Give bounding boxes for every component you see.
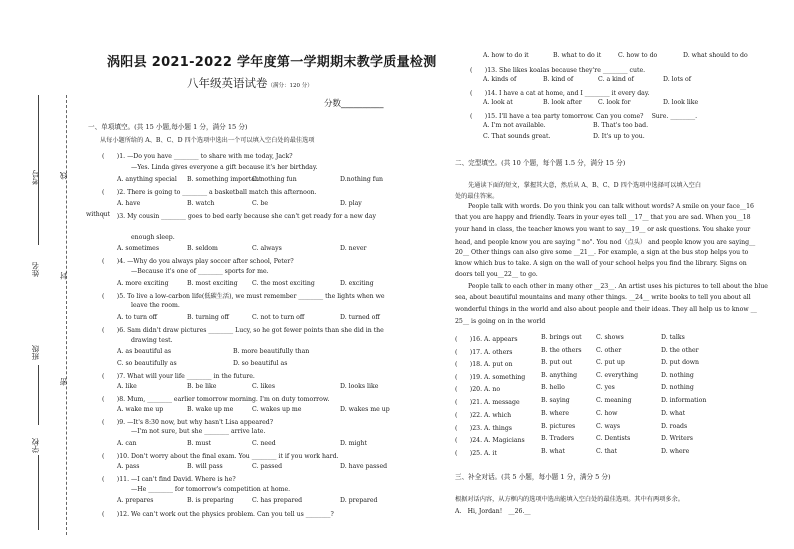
question-text: ( )8. Mum, ________ earlier tomorrow morning. I'm on duty tomorrow. — [102, 396, 330, 403]
cloze-option-c: C. meaning — [596, 397, 632, 404]
full-score: （满分：120 分） — [267, 83, 313, 89]
binding-dashed-line — [66, 95, 67, 535]
class-label: 班级 — [31, 345, 40, 360]
option-d: D. turned off — [340, 314, 380, 321]
option-c: C. look for — [598, 99, 631, 106]
cloze-option-a: ( )17. A. others — [455, 349, 513, 356]
question-text: ( )12. We can't work out the physics problem. Can you tell us ________? — [102, 511, 334, 518]
option-d: D. play — [340, 200, 362, 207]
option-c: C. nothing fun — [252, 176, 297, 183]
question-text: ( )7. What will your life ________ in the future. — [102, 373, 255, 380]
question-text: ( )11. —I can't find David. Where is he? — [102, 476, 236, 483]
cloze-option-d: D. what — [661, 410, 686, 417]
question-text: ( )9. —It's 8:30 now, but why hasn't Lisa appeared? — [102, 419, 274, 426]
cloze-option-c: C. shows — [596, 334, 624, 341]
subtitle-text: 八年级英语试卷 — [187, 76, 268, 90]
cloze-option-b: B. put out — [541, 359, 573, 366]
option-c: C. always — [252, 245, 282, 252]
option-b: B. will pass — [187, 463, 223, 470]
exam-title: 涡阳县 2021-2022 学年度第一学期期末教学质量检测 — [107, 55, 437, 70]
option-c: C. That sounds great. — [483, 133, 551, 140]
option-d: D. wakes me up — [340, 406, 390, 413]
option-a: A. look at — [483, 99, 513, 106]
section2-heading: 二、完型填空。(共 10 个题，每个题 1.5 分，满分 15 分) — [455, 159, 626, 167]
cloze-option-c: C. that — [596, 448, 618, 455]
cloze-option-b: B. brings out — [541, 334, 582, 341]
section3-instruction: 根据对话内容，从方框内的选项中选出能填入空白处的最佳选项。其中有两项多余。 — [455, 496, 684, 503]
passage-line: sea, about beautiful mountains and many other things. __24__ write books to tell you about all — [455, 294, 751, 301]
option-b: B. wake up me — [187, 406, 234, 413]
question-text: ( )2. There is going to ________ a basketball match this afternoon. — [102, 189, 317, 196]
option-c: C. the most exciting — [252, 280, 315, 287]
option-c: C. wakes up me — [252, 406, 302, 413]
question-text: ( )6. Sam didn't draw pictures ________ Lucy, so he got fewer points than she did in the — [102, 327, 384, 334]
option-d: D. exciting — [340, 280, 374, 287]
option-d: D. so beautiful as — [233, 360, 288, 367]
cloze-option-b: B. what — [541, 448, 565, 455]
option-a: A. anything special — [117, 176, 177, 183]
question-text-cont: without — [86, 211, 110, 218]
question-text: ( )5. To live a low-carbon life(低碳生活), we must remember ________ the lights when we — [102, 293, 385, 300]
option-a: A. I'm not available. — [483, 122, 546, 129]
option-a: A. as beautiful as — [117, 348, 172, 355]
class-underline — [38, 365, 39, 425]
cloze-option-b: B. hello — [541, 384, 565, 391]
passage-line: 20__ Other things can also give some __21__. For example, a sign at the bus stop helps you to — [455, 249, 749, 256]
option-a: A. pass — [117, 463, 140, 470]
cloze-option-b: B. Traders — [541, 435, 575, 442]
section1-heading: 一、单项填空。(共 15 小题,每小题 1 分，满分 15 分) — [88, 123, 248, 131]
dense-mark: 密 — [59, 378, 68, 386]
question-text-cont: —Yes. Linda gives everyone a gift because it's her birthday. — [131, 164, 318, 171]
cloze-option-a: ( )18. A. put on — [455, 361, 513, 368]
passage-line: 25__ is going on in the world — [455, 318, 546, 325]
option-b: B. be like — [187, 383, 217, 390]
cloze-option-a: ( )25. A. it — [455, 450, 497, 457]
option-b: B. most exciting — [187, 280, 238, 287]
cloze-option-c: C. put up — [596, 359, 625, 366]
cloze-option-b: B. pictures — [541, 423, 576, 430]
passage-line: doors tell you__22__ to go. — [455, 271, 538, 278]
cloze-option-a: ( )20. A. no — [455, 386, 501, 393]
option-d: D. what should to do — [683, 52, 748, 59]
score-field: 分数__________ — [324, 99, 384, 109]
option-d: D.nothing fun — [340, 176, 384, 183]
option-a: A. to turn off — [117, 314, 158, 321]
cloze-option-d: D. put down — [661, 359, 700, 366]
cloze-option-a: ( )21. A. message — [455, 399, 520, 406]
option-b: B. kind of — [543, 76, 574, 83]
cloze-option-c: C. how — [596, 410, 618, 417]
option-a: A. can — [117, 440, 137, 447]
exam-subtitle — [187, 72, 313, 91]
cloze-option-d: D. talks — [661, 334, 685, 341]
passage-line: People talk with words. Do you think you can talk without words? A smile on your face__16 — [468, 203, 754, 210]
option-a: A. prepares — [117, 497, 154, 504]
option-a: A. more exciting — [117, 280, 169, 287]
question-text: ( )14. I have a cat at home, and I ________ it every day. — [470, 90, 650, 97]
cloze-option-c: C. yes — [596, 384, 615, 391]
option-a: A. wake me up — [117, 406, 164, 413]
option-c: C. how to do — [618, 52, 658, 59]
cloze-option-c: C. Dentists — [596, 435, 631, 442]
question-text: ( )15. I'll have a tea party tomorrow. Can you come? Sure. ________. — [470, 113, 698, 120]
cloze-option-d: D. where — [661, 448, 690, 455]
option-c: C. likes — [252, 383, 275, 390]
cloze-option-d: D. Writers — [661, 435, 693, 442]
option-b: B. is preparing — [187, 497, 234, 504]
section3-heading: 三、补全对话。(共 5 小题，每小题 1 分，满分 5 分) — [455, 473, 611, 481]
passage-line: that you are happy and friendly. Tears in your eyes tell __17__ that you are sad. When you__18 — [455, 214, 751, 221]
cloze-option-a: ( )23. A. things — [455, 425, 512, 432]
option-b: B. must — [187, 440, 211, 447]
section3-dialog-line: A. Hi, Jordan! __26.__ — [455, 508, 531, 515]
line-mark: 线 — [59, 172, 68, 180]
cloze-option-d: D. information — [661, 397, 707, 404]
option-a: A. sometimes — [117, 245, 160, 252]
question-text: ( )3. My cousin ________ goes to bed early because she can't get ready for a new day — [102, 213, 376, 220]
question-text: ( )1. —Do you have ________ to share with me today, Jack? — [102, 153, 293, 160]
cloze-option-a: ( )24. A. Magicians — [455, 437, 525, 444]
option-c: C. passed — [252, 463, 283, 470]
question-text-cont: leave the room. — [131, 302, 180, 309]
option-d: D. look like — [663, 99, 699, 106]
option-a: A. like — [117, 383, 137, 390]
option-d: D. looks like — [340, 383, 379, 390]
question-text: ( )10. Don't worry about the final exam. You ________ it if you work hard. — [102, 453, 339, 460]
passage-line: your hand in class, the teacher knows you want to say__19__ or ask questions. You shake your — [455, 226, 751, 233]
option-c: C. not to turn off — [252, 314, 305, 321]
option-b: B. look after — [543, 99, 582, 106]
option-a: A. how to do it — [483, 52, 529, 59]
option-d: D. never — [340, 245, 367, 252]
question-text-cont: —Because it's one of ________ sports for me. — [131, 268, 269, 275]
cloze-option-a: ( )22. A. which — [455, 412, 512, 419]
option-d: D. have passed — [340, 463, 388, 470]
question-text-cont: —I'm not sure, but she ________ arrive late. — [131, 428, 266, 435]
option-b: B. what to do it — [553, 52, 602, 59]
cloze-option-d: D. roads — [661, 423, 688, 430]
question-text: ( )4. —Why do you always play soccer after school, Peter? — [102, 258, 294, 265]
passage-line: wonderful things in the world and also about people and their ideas. They all help us to know __ — [455, 306, 757, 313]
question-text: ( )13. She likes koalas because they're ________ cute. — [470, 67, 646, 74]
option-d: D. lots of — [663, 76, 692, 83]
section1-instruction: 从每小题所给的 A、B、C、D 四个选项中选出一个可以填入空白处的最佳选项 — [100, 137, 315, 144]
name-label: 姓名 — [31, 262, 40, 277]
option-c: C. has prepared — [252, 497, 303, 504]
passage-line: know which bus to take. A sign on the wall of your school helps you find the library. Signs on — [455, 260, 747, 267]
option-a: A. kinds of — [483, 76, 517, 83]
cloze-option-c: C. everything — [596, 372, 639, 379]
passage-line: People talk to each other in many other __23__. An artist uses his pictures to tell about the blue — [468, 283, 768, 290]
question-text-cont: —He ________ for tomorrow's competition at home. — [131, 486, 291, 493]
option-b: B. seldom — [187, 245, 218, 252]
option-d: D. might — [340, 440, 367, 447]
option-c: C. a kind of — [598, 76, 634, 83]
cloze-option-b: B. where — [541, 410, 570, 417]
school-label: 学校 — [31, 438, 40, 453]
passage-line: head, and people know you are saying " no". You nod（点头） and people know you are saying__ — [455, 239, 756, 246]
option-c: C. need — [252, 440, 276, 447]
cloze-option-d: D. the other — [661, 347, 699, 354]
option-c: C. be — [252, 200, 269, 207]
cloze-option-c: C. ways — [596, 423, 621, 430]
cloze-option-b: B. saying — [541, 397, 570, 404]
school-underline — [38, 455, 39, 530]
exam-no-label: 考号 — [31, 170, 40, 185]
question-text-cont: enough sleep. — [131, 234, 175, 241]
cloze-option-b: B. anything — [541, 372, 578, 379]
option-d: D. prepared — [340, 497, 378, 504]
option-b: B. something important — [187, 176, 262, 183]
option-b: B. That's too bad. — [593, 122, 649, 129]
cloze-option-b: B. the others — [541, 347, 582, 354]
cloze-option-c: C. other — [596, 347, 622, 354]
exam-no-underline — [38, 95, 39, 245]
option-d: D. It's up to you. — [593, 133, 645, 140]
cloze-option-a: ( )19. A. something — [455, 374, 526, 381]
option-b: B. turning off — [187, 314, 229, 321]
option-a: A. have — [117, 200, 141, 207]
section2-instruction: 先通读下面的短文，掌握其大意，然后从 A、B、C、D 四个选项中选择可以填入空白 — [468, 182, 702, 189]
cloze-option-d: D. nothing — [661, 372, 694, 379]
option-c: C. so beautifully as — [117, 360, 177, 367]
question-text-cont: drawing test. — [131, 337, 173, 344]
option-b: B. more beautifully than — [233, 348, 310, 355]
section2-instruction-cont: 处的最佳答案。 — [455, 193, 499, 200]
cloze-option-a: ( )16. A. appears — [455, 336, 518, 343]
cloze-option-d: D. nothing — [661, 384, 694, 391]
seal-mark: 封 — [59, 272, 68, 280]
option-b: B. watch — [187, 200, 215, 207]
